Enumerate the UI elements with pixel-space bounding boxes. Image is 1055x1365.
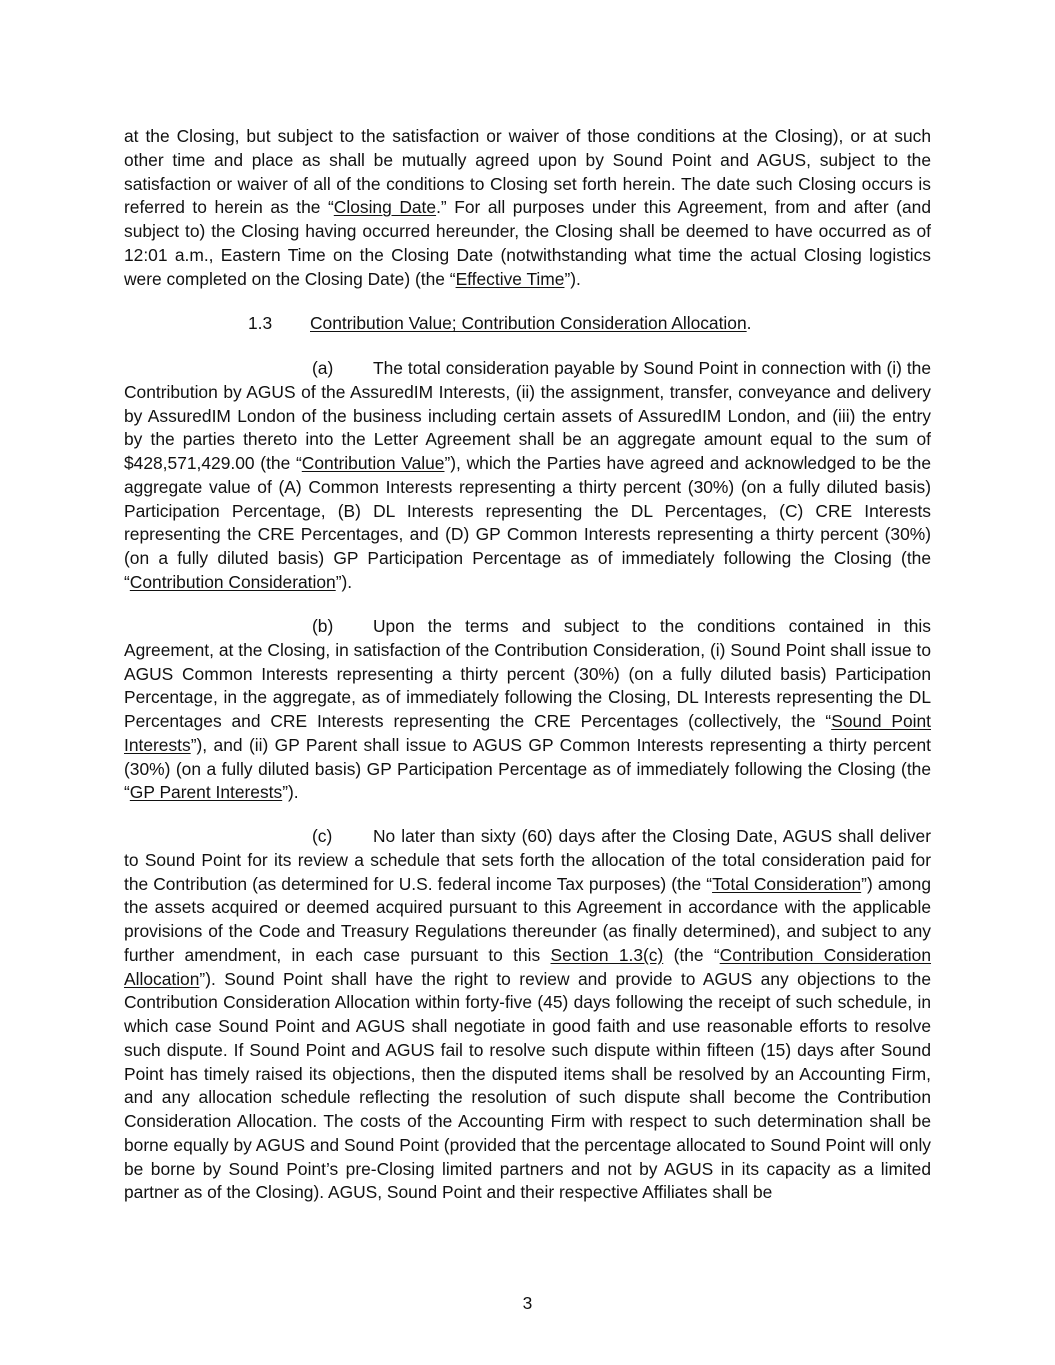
- text: ”) among the assets acquired or deemed acquired pursuant to this Agreement in accordance with the applicable provisions of the Code and Treasury Regulations thereunder (as finally determined), and subject to any further amendment, in each case pursuant to this: [124, 873, 931, 965]
- section-reference: Section 1.3(c): [550, 944, 664, 965]
- text: ”).: [282, 782, 299, 803]
- text: ”). Sound Point shall have the right to review and provide to AGUS any objections to the Contribution Consideration Allocation within forty-five (45) days following the receipt of such schedule, in which case Sound Point and AGUS shall negotiate in good faith and use reasonable efforts to resolve such dispute. If Sound Point and AGUS fail to resolve such dispute within fifteen (15) days after Sound Point has timely raised its objections, then the disputed items shall be resolved by an Accounting Firm, and any allocation schedule reflecting the resolution of such dispute shall become the Contribution Consideration Allocation. The costs of the Accounting Firm with respect to such determination shall be borne equally by AGUS and Sound Point (provided that the percentage allocated to Sound Point will only be borne by Sound Point’s pre-Closing limited partners and not by AGUS in its capacity as a limited partner as of the Closing). AGUS, Sound Point and their respective Affiliates shall be: [124, 968, 931, 1203]
- defined-term-total-consideration: Total Consideration: [712, 873, 862, 894]
- text: ”).: [335, 571, 353, 592]
- text: ”), and (ii) GP Parent shall issue to AGUS GP Common Interests representing a thirty percent (30%) (on a fully diluted basis) GP Participation Percentage as of immediately following the Closing (the “: [124, 734, 931, 803]
- text: Upon the terms and subject to the conditions contained in this Agreement, at the Closing, in satisfaction of the Contribution Consideration, (i) Sound Point shall issue to AGUS Common Interests representing a thirty percent (30%) (on a fully diluted basis) Participation Percentage, in the aggregate, as of immediately following the Closing, DL Interests representing the DL Percentages and CRE Interests representing the CRE Percentages (collectively, the “: [124, 616, 931, 731]
- defined-term-gp-parent-interests: GP Parent Interests: [129, 782, 283, 803]
- page-number: 3: [522, 1293, 533, 1313]
- section-number: 1.3: [248, 313, 273, 333]
- paragraph-label: (b): [312, 616, 334, 636]
- paragraph-a: [124, 357, 931, 595]
- section-heading: [248, 312, 752, 336]
- text: (the “: [663, 944, 720, 965]
- text: ”).: [564, 268, 581, 289]
- paragraph-label: (a): [312, 358, 334, 378]
- paragraph-closing-continued: [124, 125, 931, 291]
- indent: [124, 616, 312, 636]
- text: No later than sixty (60) days after the Closing Date, AGUS shall deliver to Sound Point for its review a schedule that sets forth the allocation of the total consideration paid for the Contribution (as determined for U.S. federal income Tax purposes) (the “: [124, 826, 931, 894]
- defined-term-closing-date: Closing Date: [333, 197, 437, 218]
- text: at the Closing, but subject to the satisfaction or waiver of those conditions at the Closing), or at such other time and place as shall be mutually agreed upon by Sound Point and AGUS, subject to the satisfaction or waiver of all of the conditions to Closing set forth herein. The date such Closing occurs is referred to herein as the “: [124, 126, 931, 218]
- paragraph-b: [124, 615, 931, 805]
- paragraph-label: (c): [312, 826, 333, 846]
- text: The total consideration payable by Sound Point in connection with (i) the Contribution by AGUS of the AssuredIM Interests, (ii) the assignment, transfer, conveyance and delivery by AssuredIM London of the business including certain assets of AssuredIM London, and (iii) the entry by the parties thereto into the Letter Agreement shall be an aggregate amount equal to the sum of $428,571,429.00 (the “: [124, 358, 931, 473]
- defined-term-sound-point-interests: Sound Point Interests: [124, 711, 931, 755]
- section-title: Contribution Value; Contribution Consideration Allocation: [310, 313, 747, 333]
- text: ”), which the Parties have agreed and acknowledged to be the aggregate value of (A) Common Interests representing a thirty percent (30%) (on a fully diluted basis) Participation Percentage, (B) DL Interests representing the DL Percentages, (C) CRE Interests representing the CRE Percentages, and (D) GP Common Interests representing a thirty percent (30%) (on a fully diluted basis) GP Participation Percentage as of immediately following the Closing (the “: [124, 453, 931, 592]
- defined-term-contribution-consideration: Contribution Consideration: [129, 571, 336, 592]
- indent: [124, 358, 312, 378]
- defined-term-effective-time: Effective Time: [455, 268, 565, 289]
- section-title-period: .: [746, 313, 752, 333]
- paragraph-c: [124, 825, 931, 1205]
- indent: [124, 826, 312, 846]
- defined-term-contribution-value: Contribution Value: [301, 453, 445, 473]
- text: .” For all purposes under this Agreement, from and after (and subject to) the Closing having occurred hereunder, the Closing shall be deemed to have occurred as of 12:01 a.m., Eastern Time on the Closing Date (notwithstanding what time the actual Closing logistics were completed on the Closing Date) (the “: [124, 197, 931, 289]
- defined-term-contribution-consideration-allocation: Contribution Consideration Allocation: [124, 944, 932, 989]
